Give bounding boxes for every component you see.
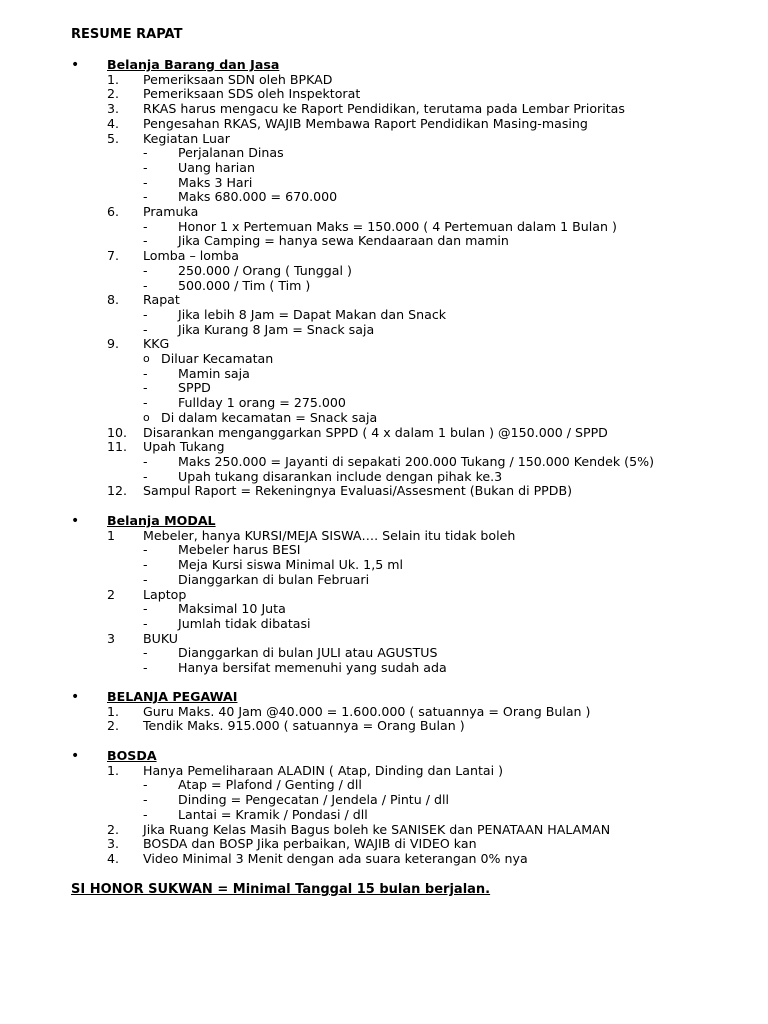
- list-item-text: Upah Tukang: [143, 439, 225, 455]
- list-item-text: 500.000 / Tim ( Tim ): [178, 277, 311, 293]
- list-item-text: Sampul Raport = Rekeningnya Evaluasi/Assesment (Bukan di PPDB): [143, 483, 573, 499]
- list-marker: -: [143, 615, 148, 631]
- section-heading: BELANJA PEGAWAI: [107, 689, 238, 704]
- list-item-text: Maks 3 Hari: [178, 174, 253, 190]
- list-marker: 11.: [107, 439, 128, 455]
- list-item-text: Lomba – lomba: [143, 248, 239, 264]
- list-marker: -: [143, 468, 148, 484]
- list-item-text: Pengesahan RKAS, WAJIB Membawa Raport Pendidikan Masing-masing: [143, 115, 588, 131]
- list-item-text: BOSDA dan BOSP Jika perbaikan, WAJIB di VIDEO kan: [143, 836, 477, 852]
- list-item-text: Pramuka: [143, 204, 199, 219]
- list-item-text: Rapat: [143, 292, 180, 308]
- list-marker: -: [143, 395, 148, 411]
- list-marker: -: [143, 777, 148, 793]
- list-item-text: Hanya bersifat memenuhi yang sudah ada: [178, 660, 447, 675]
- list-item-text: Mebeler, hanya KURSI/MEJA SISWA…. Selain itu tidak boleh: [143, 527, 516, 543]
- footer-note: SI HONOR SUKWAN = Minimal Tanggal 15 bulan berjalan.: [71, 882, 491, 897]
- section-bullet-icon: •: [71, 689, 80, 705]
- list-marker: -: [143, 571, 148, 587]
- list-marker: 3.: [107, 836, 120, 852]
- list-item-text: Guru Maks. 40 Jam @40.000 = 1.600.000 ( satuannya = Orang Bulan ): [143, 703, 591, 719]
- list-item-text: Kegiatan Luar: [143, 130, 230, 146]
- list-marker: 2.: [107, 821, 120, 837]
- list-marker: -: [143, 557, 148, 573]
- list-item-text: Dinding = Pengecatan / Jendela / Pintu / dll: [178, 792, 449, 808]
- list-item-text: Maks 250.000 = Jayanti di sepakati 200.000 Tukang / 150.000 Kendek (5%): [178, 453, 654, 469]
- list-marker: 5.: [107, 130, 120, 146]
- list-item-text: Laptop: [143, 586, 187, 602]
- list-item-text: Maksimal 10 Juta: [178, 601, 286, 617]
- list-item-text: Disarankan menganggarkan SPPD ( 4 x dalam 1 bulan ) @150.000 / SPPD: [143, 424, 608, 440]
- section-heading: BOSDA: [107, 748, 157, 763]
- list-marker: 1.: [107, 71, 120, 87]
- list-marker: 1.: [107, 762, 120, 778]
- list-marker: -: [143, 145, 148, 161]
- list-item-text: Jika lebih 8 Jam = Dapat Makan dan Snack: [178, 306, 447, 322]
- list-item-text: Mamin saja: [178, 365, 250, 381]
- list-marker: -: [143, 306, 148, 322]
- list-item-text: Perjalanan Dinas: [178, 145, 284, 161]
- list-item-text: Jika Ruang Kelas Masih Bagus boleh ke SANISEK dan PENATAAN HALAMAN: [143, 821, 611, 837]
- list-item-text: Diluar Kecamatan: [161, 351, 274, 366]
- list-item-text: Lantai = Kramik / Pondasi / dll: [178, 806, 368, 822]
- list-item-text: Fullday 1 orang = 275.000: [178, 395, 346, 411]
- section-bullet-icon: •: [71, 748, 80, 764]
- section-heading: Belanja MODAL: [107, 513, 216, 528]
- list-item-text: Jika Kurang 8 Jam = Snack saja: [178, 321, 375, 337]
- list-marker: 1: [107, 527, 116, 543]
- list-marker: -: [143, 380, 148, 396]
- list-item-text: Hanya Pemeliharaan ALADIN ( Atap, Dinding dan Lantai ): [143, 762, 504, 778]
- list-item-text: Atap = Plafond / Genting / dll: [178, 777, 362, 793]
- list-item-text: Meja Kursi siswa Minimal Uk. 1,5 ml: [178, 557, 403, 573]
- list-marker: 3.: [107, 101, 120, 117]
- list-marker: -: [143, 806, 148, 822]
- list-marker: -: [143, 321, 148, 337]
- list-marker: -: [143, 792, 148, 808]
- list-item-text: Upah tukang disarankan include dengan pihak ke.3: [178, 468, 503, 484]
- list-marker: -: [143, 453, 148, 469]
- list-item-text: RKAS harus mengacu ke Raport Pendidikan, terutama pada Lembar Prioritas: [143, 101, 625, 117]
- list-marker: 2.: [107, 718, 120, 734]
- list-marker: o: [143, 410, 150, 424]
- list-item-text: Di dalam kecamatan = Snack saja: [161, 409, 378, 425]
- list-marker: -: [143, 542, 148, 558]
- list-marker: 2: [107, 586, 116, 602]
- list-marker: -: [143, 365, 148, 381]
- list-marker: -: [143, 218, 148, 234]
- list-marker: o: [143, 352, 150, 365]
- list-marker: 3: [107, 630, 116, 646]
- list-item-text: Jumlah tidak dibatasi: [178, 615, 311, 631]
- list-marker: -: [143, 189, 148, 205]
- list-item-text: Dianggarkan di bulan Februari: [178, 571, 370, 587]
- list-marker: -: [143, 174, 148, 190]
- list-marker: 4.: [107, 115, 120, 131]
- list-item-text: 250.000 / Orang ( Tunggal ): [178, 262, 352, 278]
- list-marker: -: [143, 660, 148, 675]
- section-bullet-icon: •: [71, 513, 80, 529]
- list-item-text: Uang harian: [178, 159, 255, 175]
- section-bullet-icon: •: [71, 57, 80, 73]
- list-item-text: Pemeriksaan SDN oleh BPKAD: [143, 71, 333, 87]
- list-marker: 2.: [107, 86, 120, 102]
- list-item-text: Honor 1 x Pertemuan Maks = 150.000 ( 4 Pertemuan dalam 1 Bulan ): [178, 218, 617, 234]
- list-item-text: SPPD: [178, 380, 211, 396]
- list-marker: -: [143, 277, 148, 293]
- list-marker: 1.: [107, 703, 120, 719]
- section-heading: Belanja Barang dan Jasa: [107, 57, 280, 72]
- list-item-text: Pemeriksaan SDS oleh Inspektorat: [143, 86, 361, 102]
- list-marker: 12.: [107, 483, 128, 499]
- list-item-text: Video Minimal 3 Menit dengan ada suara keterangan 0% nya: [143, 850, 528, 866]
- list-item-text: Tendik Maks. 915.000 ( satuannya = Orang Bulan ): [143, 718, 465, 734]
- list-marker: -: [143, 262, 148, 278]
- list-item-text: Dianggarkan di bulan JULI atau AGUSTUS: [178, 645, 438, 661]
- list-item-text: Maks 680.000 = 670.000: [178, 189, 338, 205]
- list-marker: 10.: [107, 424, 128, 440]
- list-marker: -: [143, 601, 148, 617]
- document-title: RESUME RAPAT: [71, 27, 183, 42]
- list-item-text: Mebeler harus BESI: [178, 542, 301, 558]
- list-marker: -: [143, 159, 148, 175]
- list-item-text: Jika Camping = hanya sewa Kendaaraan dan mamin: [178, 233, 509, 249]
- list-marker: 7.: [107, 248, 120, 264]
- list-marker: -: [143, 233, 148, 249]
- list-marker: 6.: [107, 204, 120, 219]
- list-marker: 4.: [107, 850, 120, 866]
- list-marker: 8.: [107, 292, 120, 308]
- list-marker: -: [143, 645, 148, 661]
- list-item-text: KKG: [143, 336, 170, 352]
- list-item-text: BUKU: [143, 630, 178, 646]
- list-marker: 9.: [107, 336, 120, 352]
